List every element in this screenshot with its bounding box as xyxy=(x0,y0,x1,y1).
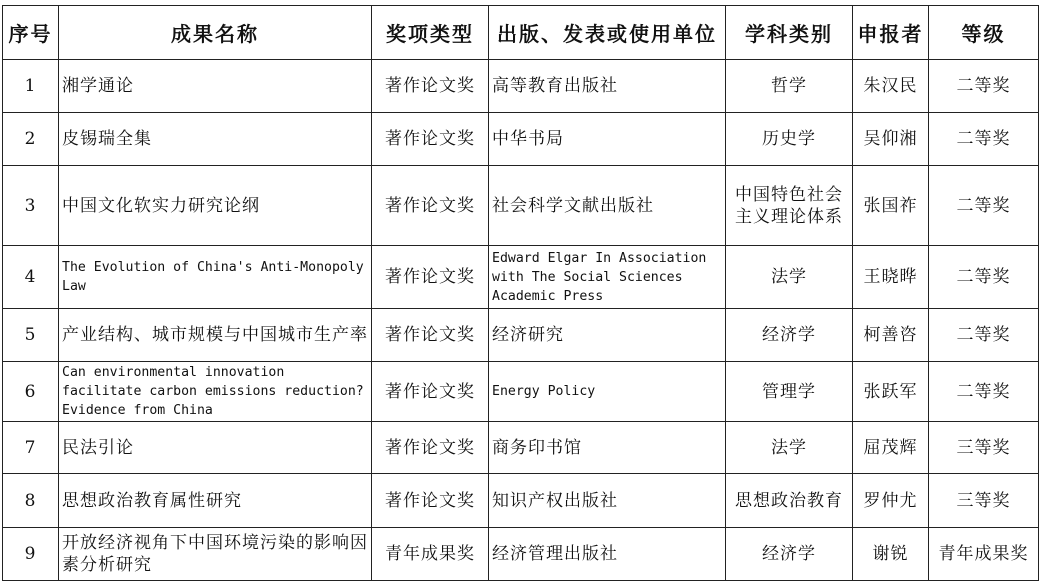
cell-subject: 管理学 xyxy=(726,362,853,422)
cell-grade: 三等奖 xyxy=(929,422,1039,474)
header-row xyxy=(3,6,1039,60)
header-no: 序号 xyxy=(3,6,59,60)
cell-publisher: 中华书局 xyxy=(489,113,726,166)
cell-no: 6 xyxy=(3,362,59,422)
cell-subject: 历史学 xyxy=(726,113,853,166)
cell-publisher: 经济研究 xyxy=(489,309,726,362)
cell-no: 4 xyxy=(3,246,59,309)
cell-award-type: 著作论文奖 xyxy=(372,422,489,474)
header-title: 成果名称 xyxy=(59,6,372,60)
cell-applicant: 罗仲尤 xyxy=(853,474,929,528)
cell-applicant: 谢锐 xyxy=(853,528,929,581)
cell-award-type: 著作论文奖 xyxy=(372,166,489,246)
cell-title: The Evolution of China's Anti-Monopoly Law xyxy=(59,246,372,309)
cell-publisher: 高等教育出版社 xyxy=(489,60,726,113)
cell-applicant: 朱汉民 xyxy=(853,60,929,113)
cell-subject: 哲学 xyxy=(726,60,853,113)
cell-applicant: 王晓晔 xyxy=(853,246,929,309)
cell-publisher: 知识产权出版社 xyxy=(489,474,726,528)
cell-title: 民法引论 xyxy=(59,422,372,474)
cell-grade: 青年成果奖 xyxy=(929,528,1039,581)
table-row xyxy=(3,422,1039,474)
cell-grade: 二等奖 xyxy=(929,113,1039,166)
cell-subject: 思想政治教育 xyxy=(726,474,853,528)
cell-award-type: 著作论文奖 xyxy=(372,362,489,422)
cell-award-type: 著作论文奖 xyxy=(372,309,489,362)
header-grade: 等级 xyxy=(929,6,1039,60)
cell-subject: 经济学 xyxy=(726,528,853,581)
table-row xyxy=(3,474,1039,528)
cell-subject: 法学 xyxy=(726,246,853,309)
cell-grade: 二等奖 xyxy=(929,246,1039,309)
cell-award-type: 著作论文奖 xyxy=(372,474,489,528)
awards-table xyxy=(2,5,1039,581)
cell-subject: 法学 xyxy=(726,422,853,474)
cell-no: 7 xyxy=(3,422,59,474)
cell-publisher: 社会科学文献出版社 xyxy=(489,166,726,246)
cell-award-type: 著作论文奖 xyxy=(372,113,489,166)
cell-no: 9 xyxy=(3,528,59,581)
table-row xyxy=(3,246,1039,309)
cell-no: 1 xyxy=(3,60,59,113)
cell-title: 思想政治教育属性研究 xyxy=(59,474,372,528)
cell-no: 2 xyxy=(3,113,59,166)
cell-grade: 二等奖 xyxy=(929,60,1039,113)
cell-subject: 中国特色社会主义理论体系 xyxy=(726,166,853,246)
cell-title: 中国文化软实力研究论纲 xyxy=(59,166,372,246)
cell-no: 3 xyxy=(3,166,59,246)
table-row xyxy=(3,60,1039,113)
cell-no: 5 xyxy=(3,309,59,362)
cell-applicant: 张国祚 xyxy=(853,166,929,246)
table-row xyxy=(3,113,1039,166)
cell-title: 开放经济视角下中国环境污染的影响因素分析研究 xyxy=(59,528,372,581)
header-applicant: 申报者 xyxy=(853,6,929,60)
cell-award-type: 青年成果奖 xyxy=(372,528,489,581)
cell-applicant: 柯善咨 xyxy=(853,309,929,362)
table-row xyxy=(3,528,1039,581)
cell-applicant: 张跃军 xyxy=(853,362,929,422)
cell-title: 产业结构、城市规模与中国城市生产率 xyxy=(59,309,372,362)
cell-applicant: 吴仰湘 xyxy=(853,113,929,166)
header-subject: 学科类别 xyxy=(726,6,853,60)
cell-award-type: 著作论文奖 xyxy=(372,246,489,309)
table-row xyxy=(3,166,1039,246)
cell-grade: 三等奖 xyxy=(929,474,1039,528)
cell-title: 皮锡瑞全集 xyxy=(59,113,372,166)
cell-grade: 二等奖 xyxy=(929,362,1039,422)
cell-grade: 二等奖 xyxy=(929,166,1039,246)
cell-title: Can environmental innovation facilitate carbon emissions reduction? Evidence from China xyxy=(59,362,372,422)
cell-publisher: 经济管理出版社 xyxy=(489,528,726,581)
header-award-type: 奖项类型 xyxy=(372,6,489,60)
cell-publisher: Edward Elgar In Association with The Social Sciences Academic Press xyxy=(489,246,726,309)
header-publisher: 出版、发表或使用单位 xyxy=(489,6,726,60)
cell-award-type: 著作论文奖 xyxy=(372,60,489,113)
cell-publisher: 商务印书馆 xyxy=(489,422,726,474)
cell-no: 8 xyxy=(3,474,59,528)
cell-subject: 经济学 xyxy=(726,309,853,362)
cell-publisher: Energy Policy xyxy=(489,362,726,422)
cell-title: 湘学通论 xyxy=(59,60,372,113)
table-row xyxy=(3,362,1039,422)
cell-applicant: 屈茂辉 xyxy=(853,422,929,474)
table-row xyxy=(3,309,1039,362)
cell-grade: 二等奖 xyxy=(929,309,1039,362)
